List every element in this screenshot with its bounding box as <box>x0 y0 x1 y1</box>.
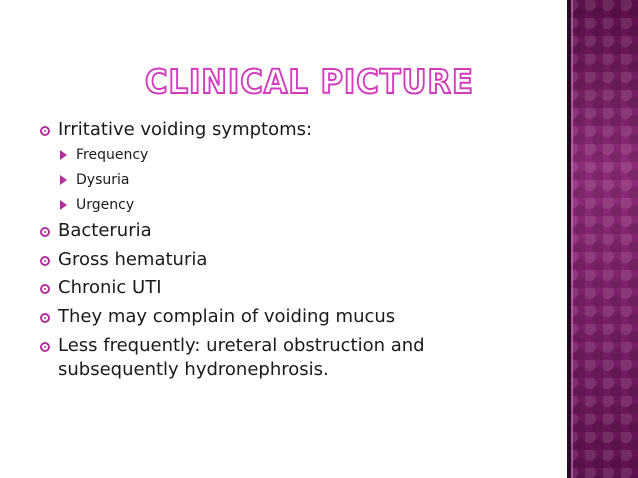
list-item: Bacteruria <box>58 220 152 241</box>
circle-bullet-icon <box>40 313 50 323</box>
arrow-bullet-icon <box>60 200 67 210</box>
arrow-bullet-icon <box>60 150 67 160</box>
circle-bullet-icon <box>40 284 50 294</box>
arrow-bullet-icon <box>60 175 67 185</box>
sub-list-item: Frequency <box>76 147 149 163</box>
sub-list-item: Dysuria <box>76 172 130 188</box>
list-item: Irritative voiding symptoms: <box>58 119 313 140</box>
circle-bullet-icon <box>40 342 50 352</box>
decorative-side-band <box>567 0 638 478</box>
list-item: They may complain of voiding mucus <box>58 306 396 327</box>
list-item: Chronic UTI <box>58 277 162 298</box>
circle-bullet-icon <box>40 227 50 237</box>
circle-bullet-icon <box>40 256 50 266</box>
list-item-continuation: subsequently hydronephrosis. <box>58 359 329 380</box>
slide-title: CLINICAL PICTURE <box>145 62 474 101</box>
list-item: Gross hematuria <box>58 249 208 270</box>
list-item: Less frequently: ureteral obstruction and <box>58 335 425 356</box>
circle-bullet-icon <box>40 126 50 136</box>
sub-list-item: Urgency <box>76 197 135 213</box>
side-band-highlight <box>571 0 573 478</box>
